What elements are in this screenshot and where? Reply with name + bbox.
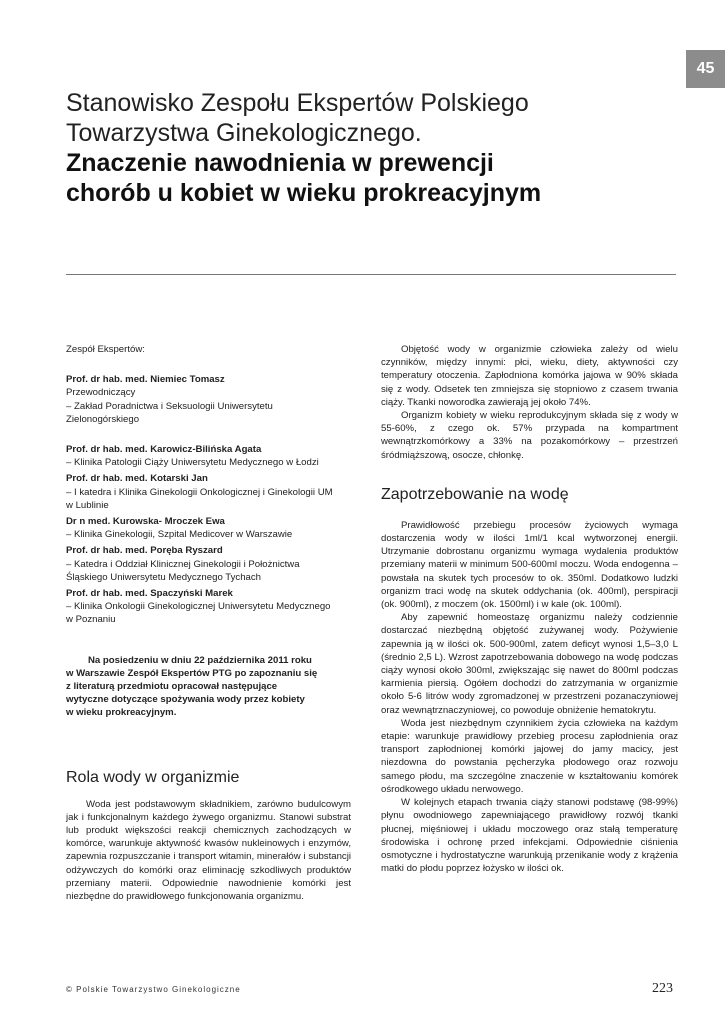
expert-entry: [66, 587, 351, 627]
expert-affiliation: Śląskiego Uniwersytetu Medycznego Tychach: [66, 571, 261, 583]
intro-body: [381, 343, 678, 462]
expert-name: Prof. dr hab. med. Poręba Ryszard: [66, 545, 223, 557]
expert-name: Prof. dr hab. med. Kotarski Jan: [66, 473, 208, 485]
declaration-line: w Warszawie Zespół Ekspertów PTG po zapoznaniu się: [66, 667, 318, 679]
declaration-line: wytyczne dotyczące spożywania wody przez kobiety: [66, 694, 305, 706]
expert-entry: [66, 443, 351, 469]
title-bold-line-1: Znaczenie nawodnienia w prewencji: [66, 149, 494, 177]
expert-affiliation: Przewodniczący: [66, 387, 136, 399]
right-column: [381, 343, 678, 875]
expert-entry: [66, 373, 351, 426]
paragraph: Aby zapewnić homeostazę organizmu należy codziennie dostarczać niezbędną objętość zużywanej wody. Pożywienie zapewnia ją w ilości ok. 500-900ml, zatem deficyt wynosi 1,5–3,0 L (średnio 2,5 L). Wzrost zapotrzebowania dobowego na wodę podczas ciąży wynosi około 300ml, zwiększając się nawet do 800ml podczas karmienia piersią. Ogółem dochodzi do zatrzymania w organizmie około 5-6 litrów wody zgromadzonej w przestrzeni pozanaczyniowej oraz wewnątrznaczyniowej, co powoduje obniżenie hematokrytu.: [381, 612, 678, 716]
section-body-zapotrzebowanie: [381, 519, 678, 875]
expert-name: Prof. dr hab. med. Niemiec Tomasz: [66, 374, 225, 386]
title-light-line-1: Stanowisko Zespołu Ekspertów Polskiego: [66, 89, 529, 117]
expert-name: Prof. dr hab. med. Karowicz-Bilińska Agata: [66, 444, 262, 456]
expert-affiliation: – Zakład Poradnictwa i Seksuologii Uniwersytetu: [66, 400, 273, 412]
section-heading-zapotrzebowanie: Zapotrzebowanie na wodę: [381, 485, 569, 503]
paragraph: W kolejnych etapach trwania ciąży stanowi podstawę (98-99%) płynu owodniowego zapewniającego prawidłowy rozwój tkanki płucnej, mięśniowej i układu moczowego oraz stałą temperaturę środowiska i ochronę przed infekcjami. Odpowiednie ciśnienia osmotyczne i hydrostatyczne warunkują przenikanie wody z krążenia matki do płodu poprzez łożysko w ilości ok.: [381, 797, 678, 875]
title-bold-line-2: chorób u kobiet w wieku prokreacyjnym: [66, 179, 542, 207]
expert-entry: [66, 515, 351, 541]
paragraph: Objętość wody w organizmie człowieka zależy od wielu czynników, między innymi: płci, wieku, diety, aktywności czy temperatury otoczenia. Zapłodniona komórka jajowa w 90% składa się z wody. Odsetek ten zmniejsza się stopniowo z czasem trwania ciąży. Tkanki noworodka zawierają jej około 74%.: [381, 344, 678, 408]
chapter-number-badge: 45: [686, 50, 725, 88]
paragraph: Organizm kobiety w wieku reprodukcyjnym składa się z wody w 55-60%, z czego ok. 57% przypada na kompartment wewnątrzkomórkowy a 33% na pozakomórkowy – przestrzeń śródmiąższową, osocze, chłonkę.: [381, 410, 678, 461]
expert-affiliation: – Katedra i Oddział Klinicznej Ginekologii i Położnictwa: [66, 558, 300, 570]
expert-name: Prof. dr hab. med. Spaczyński Marek: [66, 588, 233, 600]
expert-entry: [66, 544, 351, 584]
expert-affiliation: – Klinika Patologii Ciąży Uniwersytetu Medycznego w Łodzi: [66, 457, 319, 469]
expert-affiliation: – I katedra i Klinika Ginekologii Onkologicznej i Ginekologii UM: [66, 486, 333, 498]
expert-name: Dr n med. Kurowska- Mroczek Ewa: [66, 516, 225, 528]
article-title: [66, 88, 676, 208]
footer-copyright: © Polskie Towarzystwo Ginekologiczne: [66, 985, 241, 994]
paragraph: Woda jest podstawowym składnikiem, zarówno budulcowym jak i funkcjonalnym każdego żywego organizmu. Stanowi substrat lub produkt większości reakcji chemicznych zachodzących w komórce, warunkuje aktywność kwasów nukleinowych i enzymów, zapewnia rozpuszczanie i transport witamin, minerałów i substancji odżywczych do komórki oraz eliminację szkodliwych produktów przemiany materii. Odpowiednie nawodnienie komórki jest niezbędne do prawidłowego funkcjonowania organizmu.: [66, 798, 351, 903]
footer-page-number: 223: [652, 981, 673, 996]
expert-affiliation: – Klinika Onkologii Ginekologicznej Uniwersytetu Medycznego: [66, 601, 331, 613]
left-column: [66, 343, 351, 903]
paragraph: Woda jest niezbędnym czynnikiem życia człowieka na każdym etapie: warunkuje prawidłowy przebieg procesu zapłodnienia oraz transport zapłodnionej komórki jajowej do jamy macicy, jest niezdowna do powstania pęcherzyka płodowego oraz rozwoju samego płodu, ma szczególne znaczenie w kształtowaniu komórek ośrodkowego układu nerwowego.: [381, 717, 678, 795]
team-label: Zespół Ekspertów:: [66, 344, 145, 355]
expert-affiliation: w Lublinie: [66, 499, 109, 511]
expert-affiliation: – Klinika Ginekologii, Szpital Medicover w Warszawie: [66, 529, 293, 541]
expert-affiliation: Zielonogórskiego: [66, 413, 140, 425]
section-body-rola-wody: [66, 798, 351, 904]
declaration: [66, 654, 351, 720]
declaration-line: w wieku prokreacyjnym.: [66, 707, 177, 719]
expert-entry: [66, 472, 351, 512]
declaration-line: z literaturą przedmiotu opracował następujące: [66, 681, 278, 693]
declaration-line: Na posiedzeniu w dniu 22 października 2011 roku: [88, 654, 312, 666]
title-divider: [66, 274, 676, 275]
title-light-line-2: Towarzystwa Ginekologicznego.: [66, 119, 422, 147]
paragraph: Prawidłowość przebiegu procesów życiowych wymaga dostarczenia wody w ilości 1ml/1 kcal wytworzonej energii. Utrzymanie dobrostanu organizmu wymaga wydalenia produktów przemiany materii w minimum 500-600ml moczu. Woda endogenna – powstała na skutek tych procesów to ok. 350ml. Dodatkowo ludzki organizm traci wodę na skutek oddychania (ok. 400ml), perspiracji (ok. 900ml), z moczem (ok. 1500ml) i w kale (ok. 100ml).: [381, 519, 678, 611]
expert-affiliation: w Poznaniu: [66, 614, 116, 626]
section-heading-rola-wody: Rola wody w organizmie: [66, 768, 240, 786]
